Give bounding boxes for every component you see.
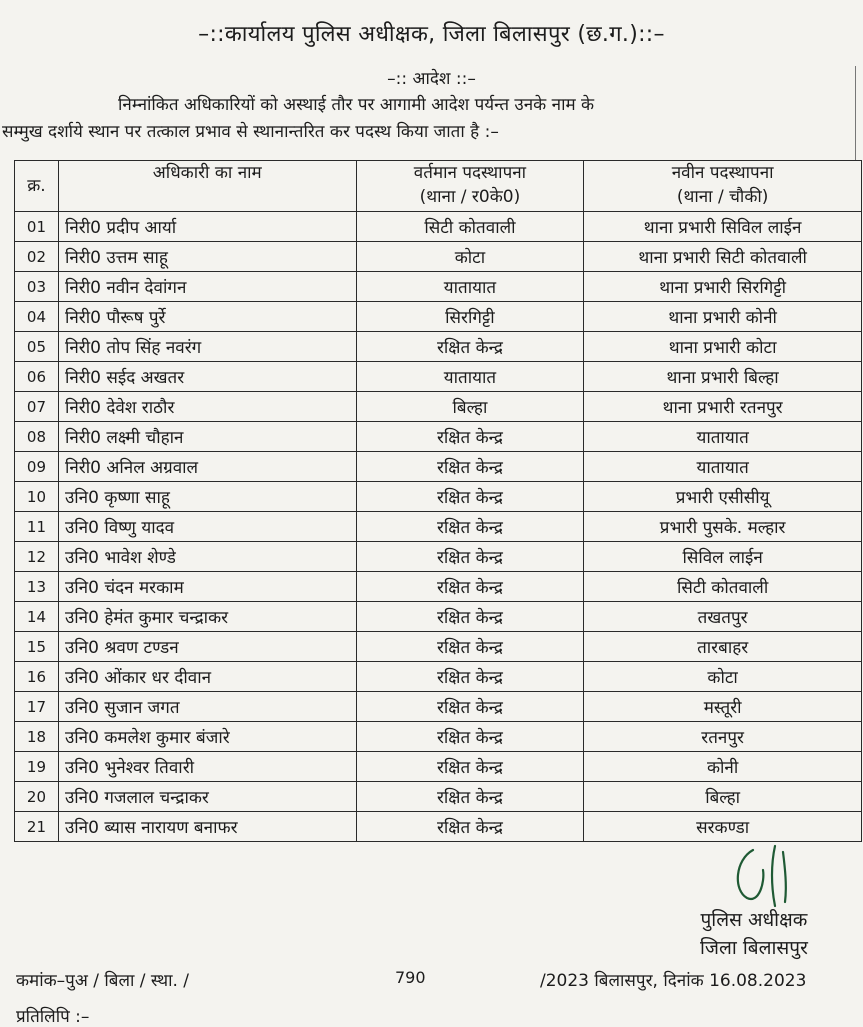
cell-new-posting: रतनपुर xyxy=(584,722,862,752)
table-row xyxy=(15,392,862,422)
cell-serial: 14 xyxy=(15,602,59,632)
signatory-title: पुलिस अधीक्षक xyxy=(700,909,808,931)
cell-serial: 12 xyxy=(15,542,59,572)
header-officer-name: अधिकारी का नाम xyxy=(58,161,356,212)
cell-serial: 02 xyxy=(15,242,59,272)
cell-officer-name: निरी0 उत्तम साहू xyxy=(58,242,356,272)
cell-new-posting: कोटा xyxy=(584,662,862,692)
cell-serial: 01 xyxy=(15,212,59,242)
header-current-posting xyxy=(356,161,584,212)
table-row xyxy=(15,752,862,782)
cell-serial: 03 xyxy=(15,272,59,302)
cell-new-posting: तखतपुर xyxy=(584,602,862,632)
cell-new-posting: बिल्हा xyxy=(584,782,862,812)
cell-serial: 06 xyxy=(15,362,59,392)
table-row xyxy=(15,422,862,452)
cell-officer-name: उनि0 ओंकार धर दीवान xyxy=(58,662,356,692)
cell-serial: 11 xyxy=(15,512,59,542)
signatory-district: जिला बिलासपुर xyxy=(700,937,808,959)
table-row xyxy=(15,782,862,812)
cell-serial: 21 xyxy=(15,812,59,842)
cell-current-posting: रक्षित केन्द्र xyxy=(356,422,584,452)
cell-current-posting: रक्षित केन्द्र xyxy=(356,332,584,362)
cell-serial: 08 xyxy=(15,422,59,452)
order-intro xyxy=(0,92,858,146)
cell-current-posting: रक्षित केन्द्र xyxy=(356,602,584,632)
cell-officer-name: उनि0 श्रवण टण्डन xyxy=(58,632,356,662)
header-new-line2: (थाना / चौकी) xyxy=(676,187,769,207)
cell-serial: 16 xyxy=(15,662,59,692)
table-row xyxy=(15,632,862,662)
cell-new-posting: मस्तूरी xyxy=(584,692,862,722)
table-row xyxy=(15,662,862,692)
place-date: /2023 बिलासपुर, दिनांक 16.08.2023 xyxy=(540,971,807,991)
cell-new-posting: थाना प्रभारी बिल्हा xyxy=(584,362,862,392)
cell-current-posting: रक्षित केन्द्र xyxy=(356,512,584,542)
transfer-table xyxy=(14,160,862,842)
order-subheading: –:: आदेश ::– xyxy=(387,69,476,89)
intro-line-2: सम्मुख दर्शाये स्थान पर तत्काल प्रभाव से स्थानान्तरित कर पदस्थ किया जाता है :– xyxy=(2,122,499,142)
cell-officer-name: निरी0 तोप सिंह नवरंग xyxy=(58,332,356,362)
cell-serial: 10 xyxy=(15,482,59,512)
cell-current-posting: रक्षित केन्द्र xyxy=(356,632,584,662)
reference-number: कमांक–पुअ / बिला / स्था. / xyxy=(16,971,190,991)
cell-serial: 04 xyxy=(15,302,59,332)
cell-serial: 13 xyxy=(15,572,59,602)
cell-current-posting: रक्षित केन्द्र xyxy=(356,722,584,752)
cell-current-posting: रक्षित केन्द्र xyxy=(356,782,584,812)
table-row xyxy=(15,332,862,362)
table-row xyxy=(15,242,862,272)
cell-officer-name: उनि0 चंदन मरकाम xyxy=(58,572,356,602)
cell-new-posting: थाना प्रभारी कोनी xyxy=(584,302,862,332)
cell-new-posting: थाना प्रभारी सिटी कोतवाली xyxy=(584,242,862,272)
cell-current-posting: रक्षित केन्द्र xyxy=(356,482,584,512)
cell-new-posting: यातायात xyxy=(584,452,862,482)
table-row xyxy=(15,302,862,332)
table-row xyxy=(15,452,862,482)
cell-current-posting: बिल्हा xyxy=(356,392,584,422)
table-row xyxy=(15,692,862,722)
cell-officer-name: उनि0 ब्यास नारायण बनाफर xyxy=(58,812,356,842)
cell-officer-name: उनि0 भावेश शेण्डे xyxy=(58,542,356,572)
copy-to-label: प्रतिलिपि :– xyxy=(16,1007,90,1027)
cell-officer-name: निरी0 प्रदीप आर्या xyxy=(58,212,356,242)
cell-officer-name: निरी0 लक्ष्मी चौहान xyxy=(58,422,356,452)
cell-officer-name: उनि0 सुजान जगत xyxy=(58,692,356,722)
signature-mark xyxy=(725,842,805,912)
cell-officer-name: उनि0 विष्णु यादव xyxy=(58,512,356,542)
cell-current-posting: रक्षित केन्द्र xyxy=(356,542,584,572)
cell-serial: 09 xyxy=(15,452,59,482)
header-current-line1: वर्तमान पदस्थापना xyxy=(413,163,527,183)
cell-current-posting: सिटी कोतवाली xyxy=(356,212,584,242)
table-row xyxy=(15,512,862,542)
signature-block xyxy=(700,906,808,962)
table-row xyxy=(15,602,862,632)
header-sr: क्र. xyxy=(15,161,59,212)
cell-officer-name: उनि0 गजलाल चन्द्राकर xyxy=(58,782,356,812)
table-row xyxy=(15,542,862,572)
table-row xyxy=(15,272,862,302)
header-current-line2: (थाना / र0के0) xyxy=(419,187,521,207)
dispatch-number: 790 xyxy=(395,968,426,987)
cell-current-posting: सिरगिट्टी xyxy=(356,302,584,332)
table-row xyxy=(15,212,862,242)
cell-new-posting: सिविल लाईन xyxy=(584,542,862,572)
cell-current-posting: रक्षित केन्द्र xyxy=(356,452,584,482)
cell-current-posting: यातायात xyxy=(356,362,584,392)
intro-line-1: निम्नांकित अधिकारियों को अस्थाई तौर पर आगामी आदेश पर्यन्त उनके नाम के xyxy=(118,95,595,115)
cell-officer-name: उनि0 कृष्णा साहू xyxy=(58,482,356,512)
table-row xyxy=(15,812,862,842)
table-row xyxy=(15,572,862,602)
cell-officer-name: निरी0 अनिल अग्रवाल xyxy=(58,452,356,482)
cell-current-posting: कोटा xyxy=(356,242,584,272)
cell-new-posting: थाना प्रभारी रतनपुर xyxy=(584,392,862,422)
header-new-line1: नवीन पदस्थापना xyxy=(671,163,774,183)
office-heading: –::कार्यालय पुलिस अधीक्षक, जिला बिलासपुर (छ.ग.)::– xyxy=(198,22,665,47)
cell-current-posting: रक्षित केन्द्र xyxy=(356,812,584,842)
cell-current-posting: रक्षित केन्द्र xyxy=(356,692,584,722)
cell-current-posting: यातायात xyxy=(356,272,584,302)
cell-officer-name: उनि0 हेमंत कुमार चन्द्राकर xyxy=(58,602,356,632)
cell-serial: 05 xyxy=(15,332,59,362)
table-header-row xyxy=(15,161,862,212)
cell-new-posting: सरकण्डा xyxy=(584,812,862,842)
cell-new-posting: थाना प्रभारी सिरगिट्टी xyxy=(584,272,862,302)
cell-serial: 20 xyxy=(15,782,59,812)
table-row xyxy=(15,362,862,392)
cell-serial: 15 xyxy=(15,632,59,662)
cell-new-posting: थाना प्रभारी सिविल लाईन xyxy=(584,212,862,242)
cell-new-posting: थाना प्रभारी कोटा xyxy=(584,332,862,362)
cell-serial: 07 xyxy=(15,392,59,422)
cell-current-posting: रक्षित केन्द्र xyxy=(356,572,584,602)
cell-new-posting: सिटी कोतवाली xyxy=(584,572,862,602)
cell-officer-name: निरी0 सईद अखतर xyxy=(58,362,356,392)
table-body xyxy=(15,212,862,842)
table-row xyxy=(15,482,862,512)
cell-officer-name: निरी0 पौरूष पुर्रे xyxy=(58,302,356,332)
cell-officer-name: निरी0 नवीन देवांगन xyxy=(58,272,356,302)
cell-officer-name: उनि0 भुनेश्वर तिवारी xyxy=(58,752,356,782)
table-row xyxy=(15,722,862,752)
header-new-posting xyxy=(584,161,862,212)
cell-new-posting: तारबाहर xyxy=(584,632,862,662)
cell-officer-name: उनि0 कमलेश कुमार बंजारे xyxy=(58,722,356,752)
cell-new-posting: यातायात xyxy=(584,422,862,452)
cell-new-posting: कोनी xyxy=(584,752,862,782)
page-edge-line xyxy=(855,66,856,161)
cell-current-posting: रक्षित केन्द्र xyxy=(356,662,584,692)
cell-new-posting: प्रभारी पुसके. मल्हार xyxy=(584,512,862,542)
cell-new-posting: प्रभारी एसीसीयू xyxy=(584,482,862,512)
cell-serial: 19 xyxy=(15,752,59,782)
cell-current-posting: रक्षित केन्द्र xyxy=(356,752,584,782)
cell-serial: 18 xyxy=(15,722,59,752)
cell-officer-name: निरी0 देवेश राठौर xyxy=(58,392,356,422)
cell-serial: 17 xyxy=(15,692,59,722)
